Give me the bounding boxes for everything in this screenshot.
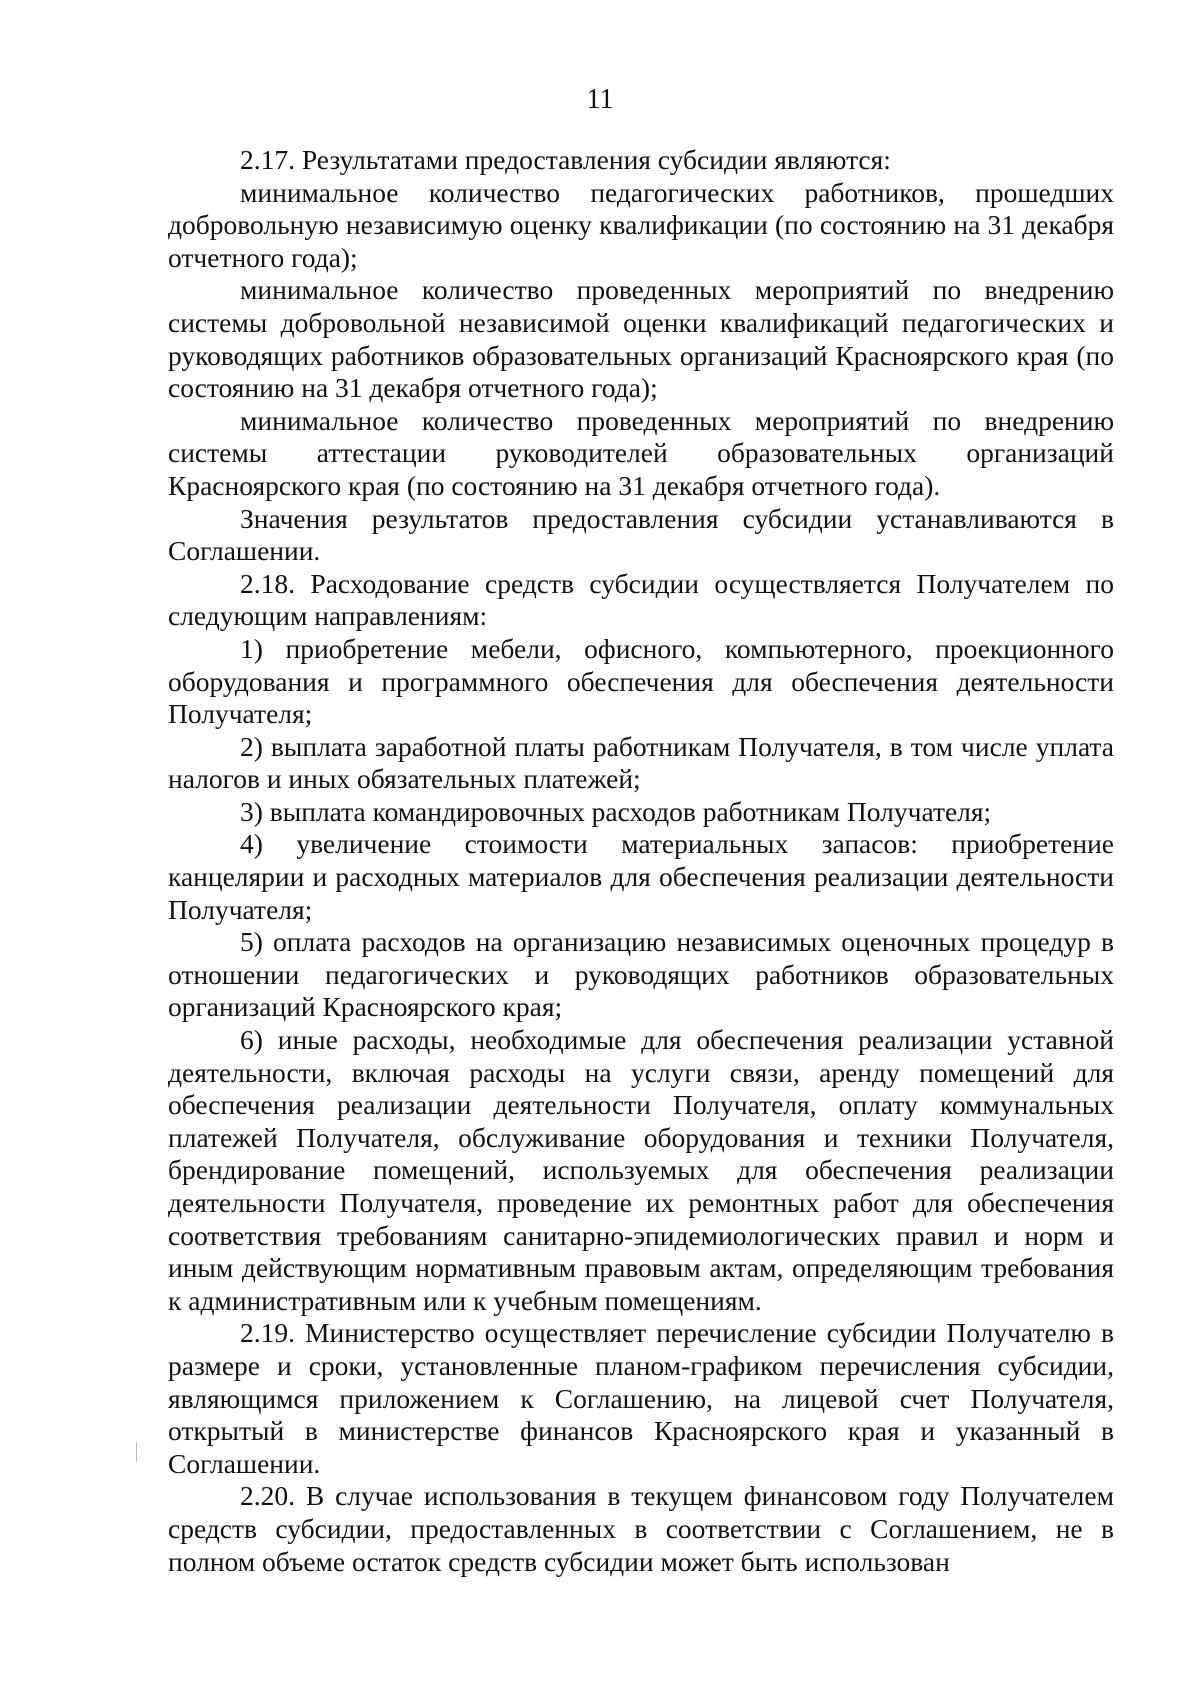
paragraph-2-19: 2.19. Министерство осуществляет перечисление субсидии Получателю в размере и сроки, установленные планом-графиком перечисления субсидии, являющимся приложением к Соглашению, на лицевой счет Получателя, открытый в министерстве финансов Красноярского края и указанный в Соглашении. bbox=[168, 1317, 1114, 1479]
paragraph-2-17-heading: 2.17. Результатами предоставления субсидии являются: bbox=[240, 144, 891, 175]
page-number: 11 bbox=[586, 84, 614, 115]
paragraph-2-20: 2.20. В случае использования в текущем финансовом году Получателем средств субсидии, предоставленных в соответствии с Соглашением, не в полном объеме остаток средств субсидии может быть использован bbox=[168, 1480, 1114, 1577]
paragraph-result-values: Значения результатов предоставления субсидии устанавливаются в Соглашении. bbox=[168, 502, 1114, 567]
paragraph-result-2: минимальное количество проведенных мероприятий по внедрению системы добровольной независимой оценки квалификаций педагогических и руководящих работников образовательных организаций Красноярского края (по состоянию на 31 декабря отчетного года); bbox=[168, 274, 1114, 404]
paragraph-2-18-item-6: 6) иные расходы, необходимые для обеспечения реализации уставной деятельности, включая расходы на услуги связи, аренду помещений для обеспечения реализации деятельности Получателя, оплату коммунальных платежей Получателя, обслуживание оборудования и техники Получателя, брендирование помещений, используемых для обеспечения реализации деятельности Получателя, проведение их ремонтных работ для обеспечения соответствия требованиям санитарно-эпидемиологических правил и норм и иным действующим нормативным правовым актам, определяющим требования к административным или к учебным помещениям. bbox=[168, 1024, 1114, 1316]
paragraph-result-1: минимальное количество педагогических работников, прошедших добровольную независимую оценку квалификации (по состоянию на 31 декабря отчетного года); bbox=[168, 176, 1114, 273]
scan-artifact bbox=[136, 1442, 137, 1462]
document-body bbox=[168, 144, 1114, 1578]
paragraph-2-18: 2.18. Расходование средств субсидии осуществляется Получателем по следующим направлениям: bbox=[168, 567, 1114, 632]
paragraph-2-18-item-3: 3) выплата командировочных расходов работникам Получателя; bbox=[240, 795, 992, 827]
paragraph-2-18-item-2: 2) выплата заработной платы работникам Получателя, в том числе уплата налогов и иных обязательных платежей; bbox=[168, 730, 1114, 795]
paragraph-2-18-item-1: 1) приобретение мебели, офисного, компьютерного, проекционного оборудования и программного обеспечения для обеспечения деятельности Получателя; bbox=[168, 632, 1114, 730]
paragraph-2-18-item-5: 5) оплата расходов на организацию независимых оценочных процедур в отношении педагогических и руководящих работников образовательных организаций Красноярского края; bbox=[168, 926, 1114, 1023]
paragraph-result-3: минимальное количество проведенных мероприятий по внедрению системы аттестации руководителей образовательных организаций Красноярского края (по состоянию на 31 декабря отчетного года). bbox=[168, 404, 1114, 501]
paragraph-2-18-item-4: 4) увеличение стоимости материальных запасов: приобретение канцелярии и расходных материалов для обеспечения реализации деятельности Получателя; bbox=[168, 828, 1114, 925]
